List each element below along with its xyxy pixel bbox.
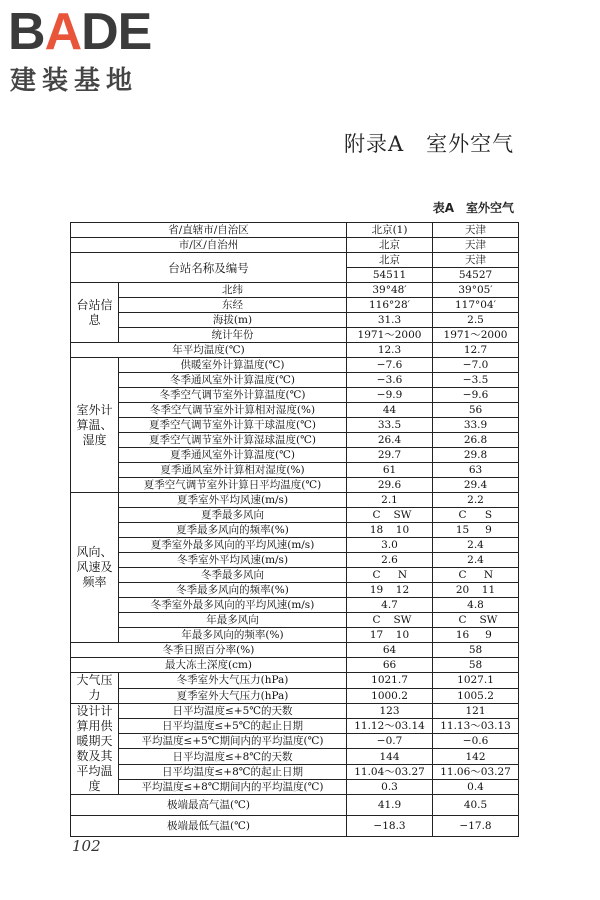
row-label: 夏季最多风向 [119,508,347,523]
tianjin-value: 20 11 [433,583,519,598]
beijing-value: C SW [347,508,433,523]
tianjin-value: 54527 [433,268,519,283]
table-row [71,749,519,764]
tianjin-value: C SW [433,613,519,628]
row-label: 夏季空气调节室外计算湿球温度(℃) [119,433,347,448]
row-label: 北纬 [119,283,347,298]
beijing-value: −18.3 [347,816,433,837]
logo-wordmark: BADE [8,3,152,61]
table-row [71,628,519,643]
tianjin-value: 26.8 [433,433,519,448]
tianjin-value: 56 [433,403,519,418]
tianjin-value: −3.5 [433,373,519,388]
tianjin-value: 142 [433,749,519,764]
row-label: 夏季室外最多风向的平均风速(m/s) [119,538,347,553]
table-row [71,734,519,749]
row-label: 日平均温度≤+8℃的天数 [119,749,347,764]
beijing-value: 33.5 [347,418,433,433]
tianjin-value: −9.6 [433,388,519,403]
row-label: 夏季最多风向的频率(%) [119,523,347,538]
row-label: 供暖室外计算温度(℃) [119,358,347,373]
tianjin-value: 1971～2000 [433,328,519,343]
table-row [71,388,519,403]
row-label: 夏季室外大气压力(hPa) [119,688,347,704]
row-label: 极端最高气温(℃) [71,795,347,816]
beijing-value: 11.04～03.27 [347,764,433,779]
beijing-value: 2.1 [347,493,433,508]
row-label: 夏季室外平均风速(m/s) [119,493,347,508]
row-label: 夏季空气调节室外计算干球温度(℃) [119,418,347,433]
tianjin-value: 11.13～03.13 [433,719,519,734]
tianjin-value: C S [433,508,519,523]
tianjin-value: 121 [433,704,519,719]
row-label: 冬季空气调节室外计算相对湿度(%) [119,403,347,418]
row-label: 冬季室外最多风向的平均风速(m/s) [119,598,347,613]
beijing-value: 19 12 [347,583,433,598]
logo [8,3,152,97]
row-label: 台站名称及编号 [71,253,347,283]
row-label: 冬季室外平均风速(m/s) [119,553,347,568]
beijing-value: 1021.7 [347,673,433,689]
beijing-value: 29.7 [347,448,433,463]
tianjin-value: 63 [433,463,519,478]
row-label: 年平均温度(℃) [71,343,347,358]
tianjin-value: 11.06～03.27 [433,764,519,779]
beijing-value: −9.9 [347,388,433,403]
table-row [71,583,519,598]
table-row [71,568,519,583]
tianjin-value: 0.4 [433,779,519,794]
tianjin-value: 1005.2 [433,688,519,704]
table-row [71,433,519,448]
table-row [71,795,519,816]
table-row [71,643,519,658]
table-row [71,613,519,628]
tianjin-value: 天津 [433,253,519,268]
beijing-value: 41.9 [347,795,433,816]
table-row [71,343,519,358]
table-row [71,779,519,794]
table-row [71,658,519,673]
table-row [71,358,519,373]
beijing-value: 1000.2 [347,688,433,704]
table-row [71,673,519,689]
table-row [71,816,519,837]
tianjin-value: 58 [433,658,519,673]
beijing-value: C N [347,568,433,583]
tianjin-value: C N [433,568,519,583]
row-label: 夏季空气调节室外计算日平均温度(℃) [119,478,347,493]
beijing-value: 31.3 [347,313,433,328]
table-row [71,704,519,719]
tianjin-value: −7.0 [433,358,519,373]
group-label: 台站信息 [71,283,119,343]
table-row [71,478,519,493]
logo-chinese: 建装基地 [10,66,139,96]
table-row [71,538,519,553]
table-row [71,598,519,613]
tianjin-value: 天津 [433,238,519,253]
row-label: 东经 [119,298,347,313]
row-label: 冬季空气调节室外计算温度(℃) [119,388,347,403]
row-label: 冬季最多风向 [119,568,347,583]
table-row [71,223,519,238]
beijing-value: −0.7 [347,734,433,749]
beijing-value: 26.4 [347,433,433,448]
beijing-value: 北京 [347,238,433,253]
tianjin-value: 2.5 [433,313,519,328]
row-label: 日平均温度≤+8℃的起止日期 [119,764,347,779]
table-row [71,328,519,343]
group-label: 大气压力 [71,673,119,704]
tianjin-value: 29.8 [433,448,519,463]
beijing-value: 39°48′ [347,283,433,298]
tianjin-value: 12.7 [433,343,519,358]
table-row [71,688,519,704]
tianjin-value: 1027.1 [433,673,519,689]
beijing-value: 北京 [347,253,433,268]
table-row [71,373,519,388]
table-row [71,764,519,779]
beijing-value: 2.6 [347,553,433,568]
beijing-value: −3.6 [347,373,433,388]
table-row [71,493,519,508]
beijing-value: 66 [347,658,433,673]
beijing-value: C SW [347,613,433,628]
group-label: 设计计算用供暖期天数及其平均温度 [71,704,119,795]
beijing-value: 123 [347,704,433,719]
row-label: 夏季通风室外计算相对湿度(%) [119,463,347,478]
row-label: 省/直辖市/自治区 [71,223,347,238]
table-row [71,448,519,463]
tianjin-value: 2.2 [433,493,519,508]
row-label: 冬季最多风向的频率(%) [119,583,347,598]
table-caption: 表A 室外空气 [432,201,514,215]
row-label: 冬季通风室外计算温度(℃) [119,373,347,388]
tianjin-value: 29.4 [433,478,519,493]
beijing-value: 北京(1) [347,223,433,238]
beijing-value: 116°28′ [347,298,433,313]
beijing-value: 64 [347,643,433,658]
row-label: 日平均温度≤+5℃的天数 [119,704,347,719]
tianjin-value: 33.9 [433,418,519,433]
row-label: 日平均温度≤+5℃的起止日期 [119,719,347,734]
beijing-value: 11.12～03.14 [347,719,433,734]
row-label: 年最多风向 [119,613,347,628]
table-row [71,253,519,268]
table-row [71,403,519,418]
beijing-value: 54511 [347,268,433,283]
table-row [71,508,519,523]
appendix-title: 附录A 室外空气 [344,132,515,156]
beijing-value: 17 10 [347,628,433,643]
beijing-value: 144 [347,749,433,764]
tianjin-value: 4.8 [433,598,519,613]
tianjin-value: 40.5 [433,795,519,816]
table-row [71,298,519,313]
tianjin-value: 2.4 [433,553,519,568]
page-number: 102 [72,837,101,855]
row-label: 年最多风向的频率(%) [119,628,347,643]
beijing-value: 3.0 [347,538,433,553]
tianjin-value: 2.4 [433,538,519,553]
beijing-value: 4.7 [347,598,433,613]
climate-table [70,222,519,837]
tianjin-value: 58 [433,643,519,658]
tianjin-value: −17.8 [433,816,519,837]
tianjin-value: 天津 [433,223,519,238]
row-label: 统计年份 [119,328,347,343]
beijing-value: 61 [347,463,433,478]
beijing-value: 12.3 [347,343,433,358]
table-row [71,283,519,298]
tianjin-value: 117°04′ [433,298,519,313]
beijing-value: 44 [347,403,433,418]
row-label: 市/区/自治州 [71,238,347,253]
row-label: 最大冻土深度(cm) [71,658,347,673]
table-row [71,313,519,328]
row-label: 冬季室外大气压力(hPa) [119,673,347,689]
row-label: 海拔(m) [119,313,347,328]
group-label: 室外计算温、湿度 [71,358,119,493]
table-row [71,418,519,433]
tianjin-value: 39°05′ [433,283,519,298]
row-label: 平均温度≤+5℃期间内的平均温度(℃) [119,734,347,749]
table-row [71,719,519,734]
row-label: 平均温度≤+8℃期间内的平均温度(℃) [119,779,347,794]
row-label: 极端最低气温(℃) [71,816,347,837]
table-row [71,553,519,568]
beijing-value: 29.6 [347,478,433,493]
table-row [71,463,519,478]
table-row [71,238,519,253]
row-label: 冬季日照百分率(%) [71,643,347,658]
beijing-value: 18 10 [347,523,433,538]
group-label: 风向、风速及频率 [71,493,119,643]
tianjin-value: 16 9 [433,628,519,643]
table-row [71,523,519,538]
tianjin-value: −0.6 [433,734,519,749]
beijing-value: 0.3 [347,779,433,794]
beijing-value: 1971～2000 [347,328,433,343]
tianjin-value: 15 9 [433,523,519,538]
beijing-value: −7.6 [347,358,433,373]
row-label: 夏季通风室外计算温度(℃) [119,448,347,463]
